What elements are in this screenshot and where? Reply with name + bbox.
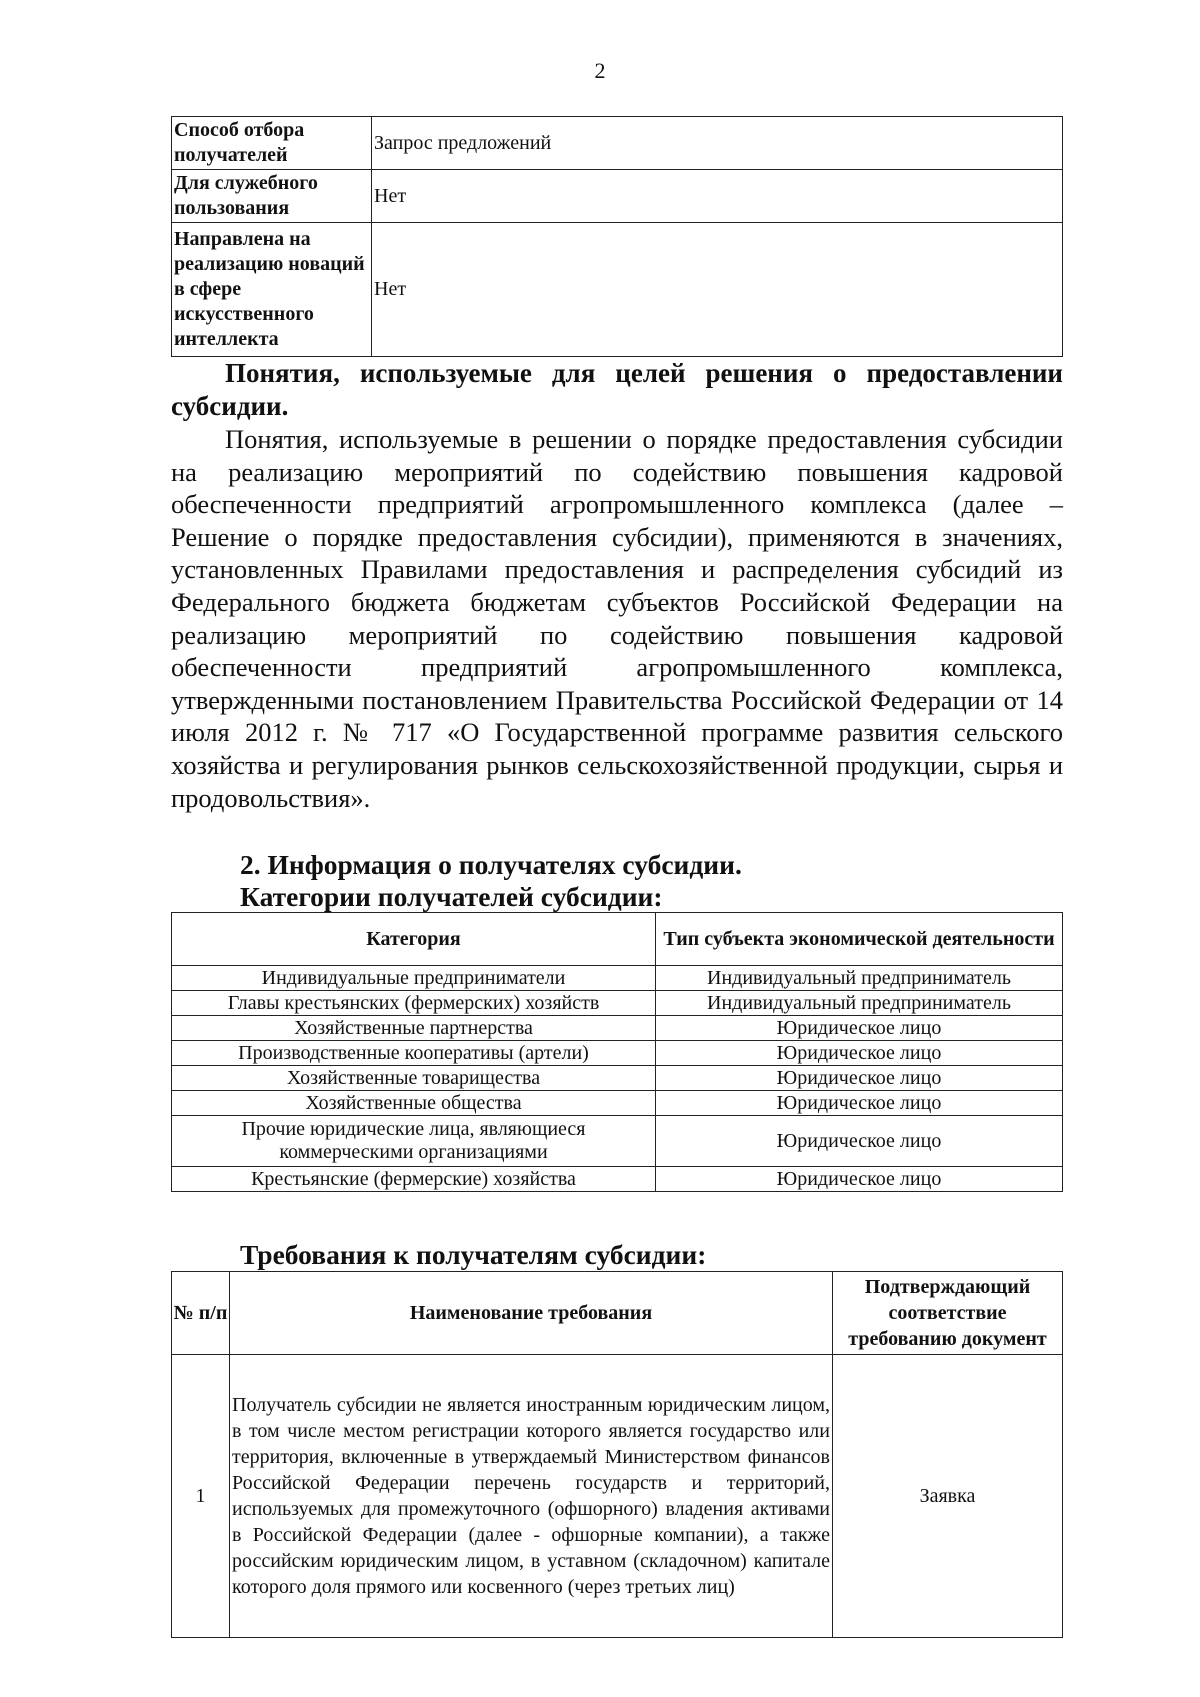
info-row (172, 117, 1063, 170)
info-value: Нет (372, 170, 1063, 223)
categories-table (171, 912, 1063, 1192)
section-2-title: 2. Информация о получателях субсидии. (240, 849, 742, 880)
column-header-category: Категория (172, 913, 656, 966)
category-cell: Индивидуальные предприниматели (172, 966, 656, 991)
category-cell: Хозяйственные товарищества (172, 1066, 656, 1091)
column-header-requirement: Наименование требования (230, 1272, 833, 1355)
entity-type-cell: Юридическое лицо (656, 1091, 1063, 1116)
category-cell: Хозяйственные общества (172, 1091, 656, 1116)
table-row (172, 991, 1063, 1016)
category-cell: Производственные кооперативы (артели) (172, 1041, 656, 1066)
table-header-row (172, 913, 1063, 966)
requirement-number: 1 (172, 1355, 230, 1638)
category-cell: Хозяйственные партнерства (172, 1016, 656, 1041)
concepts-heading: Понятия, используемые для целей решения о предоставлении субсидии. (171, 358, 1063, 421)
info-value: Нет (372, 223, 1063, 357)
info-row (172, 170, 1063, 223)
concepts-paragraph: Понятия, используемые в решении о порядке предоставления субсидии на реализацию мероприятий по содействию повышения кадровой обеспеченности предприятий агропромышленного комплекса (далее – Решение о порядке предоставления субсидии), применяются в значениях, установленных Правилами предоставления и распределения субсидий из Федерального бюджета бюджетам субъектов Российской Федерации на реализацию мероприятий по содействию повышения кадровой обеспеченности предприятий агропромышленного комплекса, утвержденными постановлением Правительства Российской Федерации от 14 июля 2012 г. № 717 «О Государственной программе развития сельского хозяйства и регулирования рынков сельскохозяйственной продукции, сырья и продовольствия». (171, 424, 1063, 813)
requirement-document: Заявка (833, 1355, 1063, 1638)
info-key: Способ отбора получателей (172, 117, 372, 170)
entity-type-cell: Юридическое лицо (656, 1167, 1063, 1192)
table-row (172, 1091, 1063, 1116)
column-header-document: Подтверждающий соответствие требованию документ (833, 1272, 1063, 1355)
table-row (172, 1016, 1063, 1041)
requirements-table (171, 1271, 1063, 1638)
category-cell: Прочие юридические лица, являющиеся коммерческими организациями (172, 1116, 656, 1167)
page-number: 2 (594, 58, 606, 83)
category-cell: Крестьянские (фермерские) хозяйства (172, 1167, 656, 1192)
info-table (171, 116, 1063, 357)
table-header-row (172, 1272, 1063, 1355)
requirements-title: Требования к получателям субсидии: (240, 1239, 707, 1270)
entity-type-cell: Юридическое лицо (656, 1016, 1063, 1041)
info-row (172, 223, 1063, 357)
entity-type-cell: Юридическое лицо (656, 1116, 1063, 1167)
entity-type-cell: Юридическое лицо (656, 1041, 1063, 1066)
column-header-entity-type: Тип субъекта экономической деятельности (656, 913, 1063, 966)
requirement-text: Получатель субсидии не является иностранным юридическим лицом, в том числе местом регистрации которого является государство или территория, включенные в утверждаемый Министерством финансов Российской Федерации перечень государств и территорий, используемых для промежуточного (офшорного) владения активами в Российской Федерации (далее - офшорные компании), а также российским юридическим лицом, в уставном (складочном) капитале которого доля прямого или косвенного (через третьих лиц) (230, 1355, 833, 1638)
info-value: Запрос предложений (372, 117, 1063, 170)
info-key: Направлена на реализацию новаций в сфере искусственного интеллекта (172, 223, 372, 357)
table-row (172, 1167, 1063, 1192)
category-cell: Главы крестьянских (фермерских) хозяйств (172, 991, 656, 1016)
table-row (172, 1355, 1063, 1638)
entity-type-cell: Индивидуальный предприниматель (656, 966, 1063, 991)
table-row (172, 1066, 1063, 1091)
table-row (172, 1116, 1063, 1167)
table-row (172, 1041, 1063, 1066)
categories-title: Категории получателей субсидии: (240, 881, 663, 912)
info-key: Для служебного пользования (172, 170, 372, 223)
entity-type-cell: Индивидуальный предприниматель (656, 991, 1063, 1016)
column-header-number: № п/п (172, 1272, 230, 1355)
table-row (172, 966, 1063, 991)
entity-type-cell: Юридическое лицо (656, 1066, 1063, 1091)
